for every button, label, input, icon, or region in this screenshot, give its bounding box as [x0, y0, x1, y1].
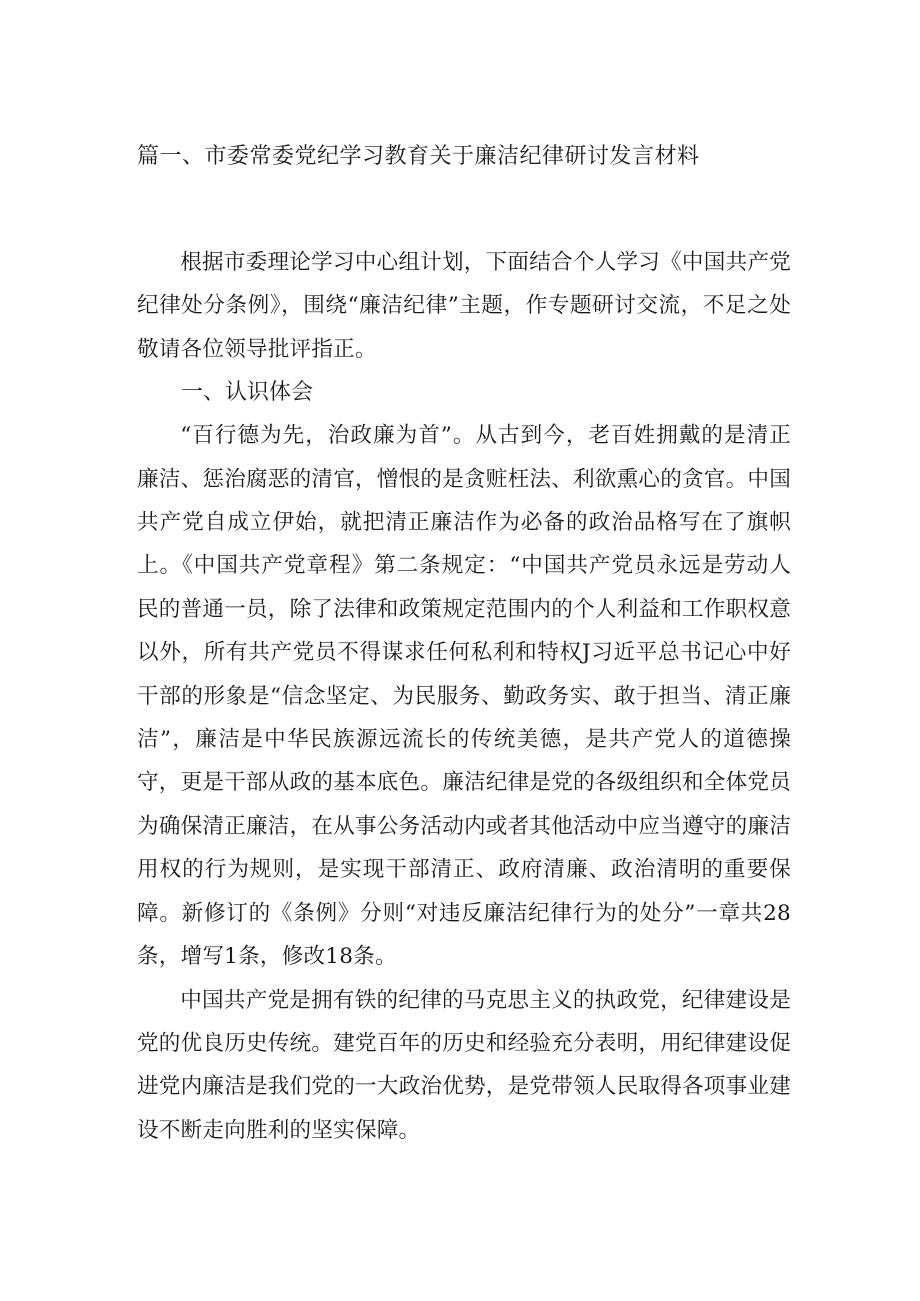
section-heading-understanding: 一、认识体会: [181, 380, 314, 406]
body-paragraph-2: 中国共产党是拥有铁的纪律的马克思主义的执政党，纪律建设是党的优良历史传统。建党百年的历史和经验充分表明，用纪律建设促进党内廉洁是我们党的一大政治优势，是党带领人民取得各项事业建设不断走向胜利的坚实保障。: [137, 987, 791, 1143]
document-title: 篇一、市委常委党纪学习教育关于廉洁纪律研讨发言材料: [137, 144, 700, 169]
body-paragraph-1: “百行德为先，治政廉为首”。从古到今，老百姓拥戴的是清正廉洁、惩治腐恶的清官，憎恨的是贪赃枉法、利欲熏心的贪官。中国共产党自成立伊始，就把清正廉洁作为必备的政治品格写在了旗帜上。《中国共产党章程》第二条规定：“中国共产党员永远是劳动人民的普通一员，除了法律和政策规定范围内的个人利益和工作职权意以外，所有共产党员不得谋求任何私利和特权J习近平总书记心中好干部的形象是“信念坚定、为民服务、勤政务实、敢于担当、清正廉洁”，廉洁是中华民族源远流长的传统美德，是共产党人的道德操守，更是干部从政的基本底色。廉洁纪律是党的各级组织和全体党员为确保清正廉洁，在从事公务活动内或者其他活动中应当遵守的廉洁用权的行为规则，是实现干部清正、政府清廉、政治清明的重要保障。新修订的《条例》分则“对违反廉洁纪律行为的处分”一章共28条，增写1条，修改18条。: [137, 423, 791, 970]
intro-paragraph: 根据市委理论学习中心组计划，下面结合个人学习《中国共产党纪律处分条例》，围绕“廉洁纪律”主题，作专题研讨交流，不足之处敬请各位领导批评指正。: [137, 250, 791, 362]
document-body: [137, 241, 791, 1152]
